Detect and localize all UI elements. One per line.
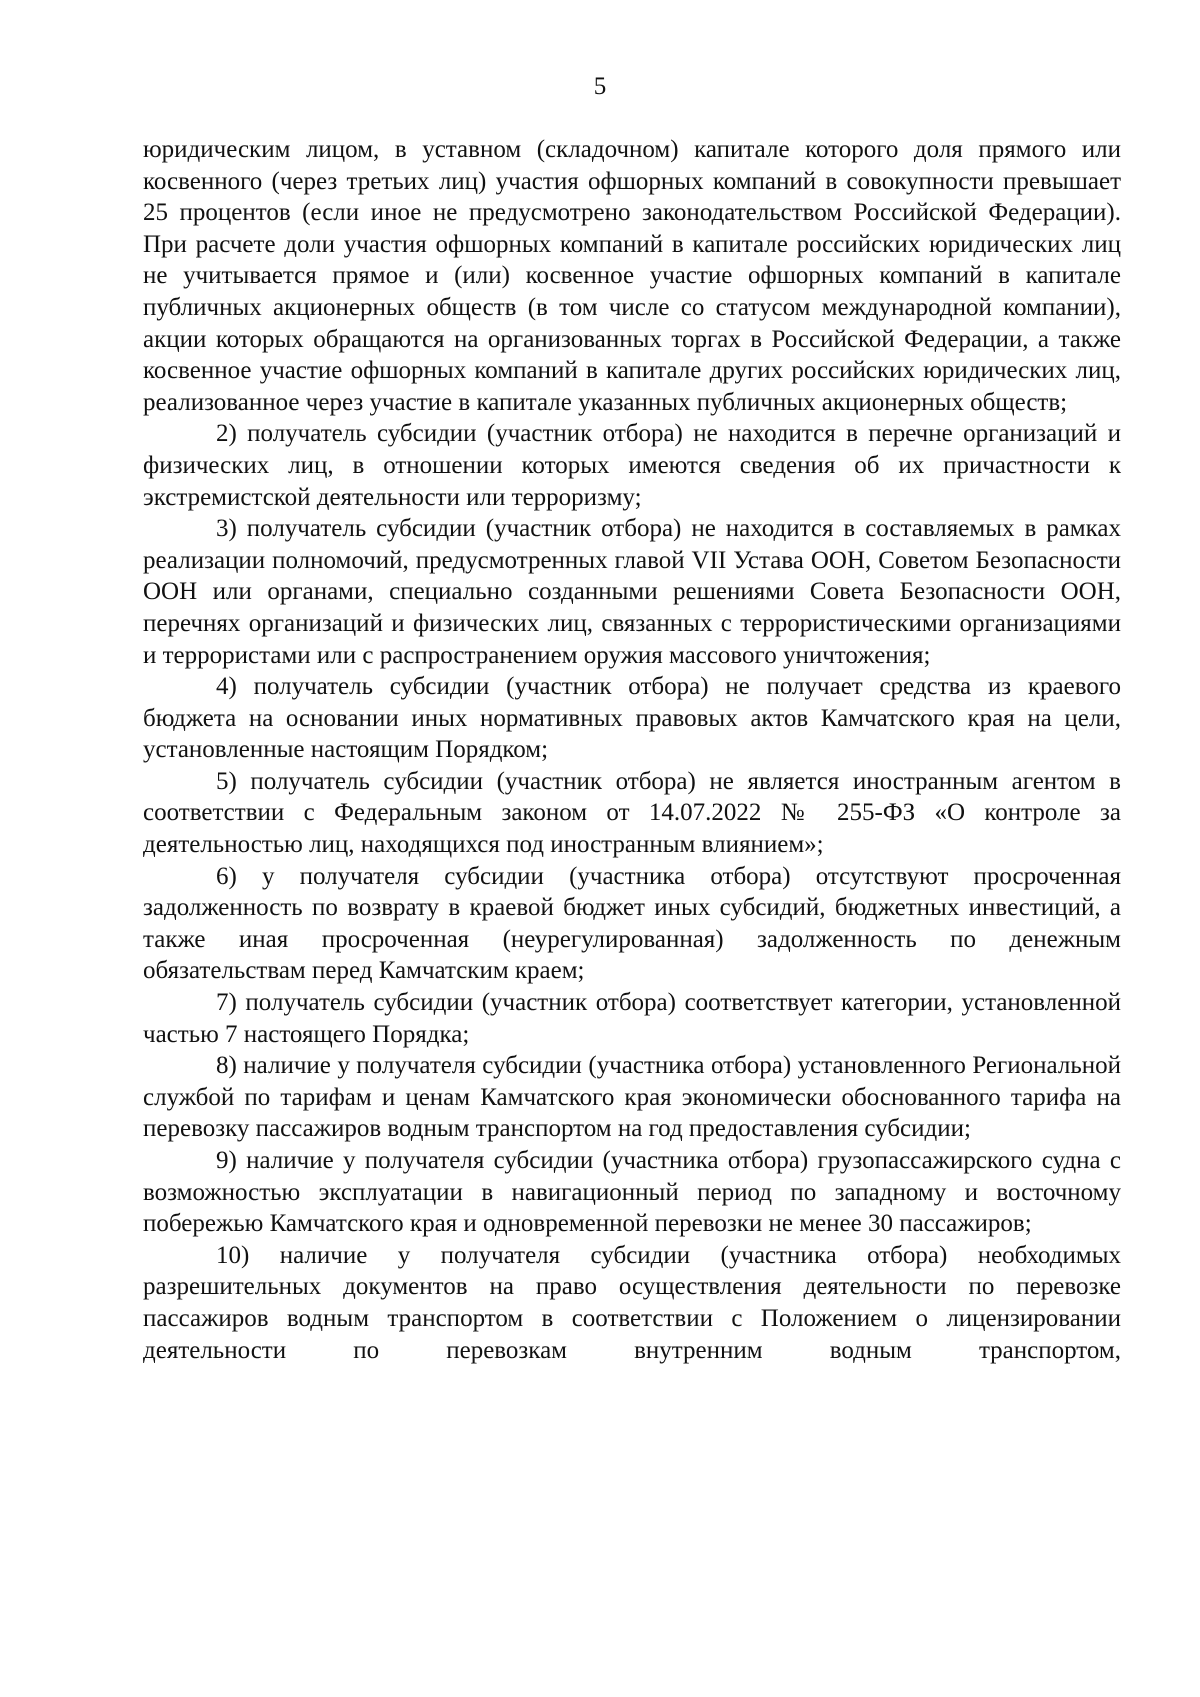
list-item-5: 5) получатель субсидии (участник отбора) не является иностранным агентом в соответствии с Федеральным законом от 14.07.2022 № 255-ФЗ «О контроле за деятельностью лиц, находящихся под иностранным влиянием»; [143,767,1121,859]
list-item-7: 7) получатель субсидии (участник отбора) соответствует категории, установленной частью 7 настоящего Порядка; [143,989,1121,1048]
list-item-9: 9) наличие у получателя субсидии (участника отбора) грузопассажирского судна с возможностью эксплуатации в навигационный период по западному и восточному побережью Камчатского края и одновременной перевозки не менее 30 пассажиров; [143,1147,1121,1238]
page-number: 5 [593,73,607,100]
list-item-6: 6) у получателя субсидии (участника отбора) отсутствуют просроченная задолженность по возврату в краевой бюджет иных субсидий, бюджетных инвестиций, а также иная просроченная (неурегулированная) задолженность по денежным обязательствам перед Камчатским краем; [143,862,1121,985]
paragraph-1-continuation: юридическим лицом, в уставном (складочном) капитале которого доля прямого или косвенного (через третьих лиц) участия офшорных компаний в совокупности превышает 25 процентов (если иное не предусмотрено законодательством Российской Федерации). При расчете доли участия офшорных компаний в капитале российских юридических лиц не учитывается прямое и (или) косвенное участие офшорных компаний в капитале публичных акционерных обществ (в том числе со статусом международной компании), акции которых обращаются на организованных торгах в Российской Федерации, а также косвенное участие офшорных компаний в капитале других российских юридических лиц, реализованное через участие в капитале указанных публичных акционерных обществ; [143,136,1121,416]
list-item-2: 2) получатель субсидии (участник отбора) не находится в перечне организаций и физических лиц, в отношении которых имеются сведения об их причастности к экстремистской деятельности или терроризму; [143,420,1121,511]
list-item-10: 10) наличие у получателя субсидии (участника отбора) необходимых разрешительных документов на право осуществления деятельности по перевозке пассажиров водным транспортом в соответствии с Положением о лицензировании деятельности по перевозкам внутренним водным транспортом, [143,1241,1121,1364]
list-item-3: 3) получатель субсидии (участник отбора) не находится в составляемых в рамках реализации полномочий, предусмотренных главой VII Устава ООН, Советом Безопасности ООН или органами, специально созданными решениями Совета Безопасности ООН, перечнях организаций и физических лиц, связанных с террористическими организациями и террористами или с распространением оружия массового уничтожения; [143,515,1121,669]
list-item-4: 4) получатель субсидии (участник отбора) не получает средства из краевого бюджета на основании иных нормативных правовых актов Камчатского края на цели, установленные настоящим Порядком; [143,673,1121,764]
document-body [143,134,1121,1366]
list-item-8: 8) наличие у получателя субсидии (участника отбора) установленного Региональной службой по тарифам и ценам Камчатского края экономически обоснованного тарифа на перевозку пассажиров водным транспортом на год предоставления субсидии; [143,1052,1121,1143]
